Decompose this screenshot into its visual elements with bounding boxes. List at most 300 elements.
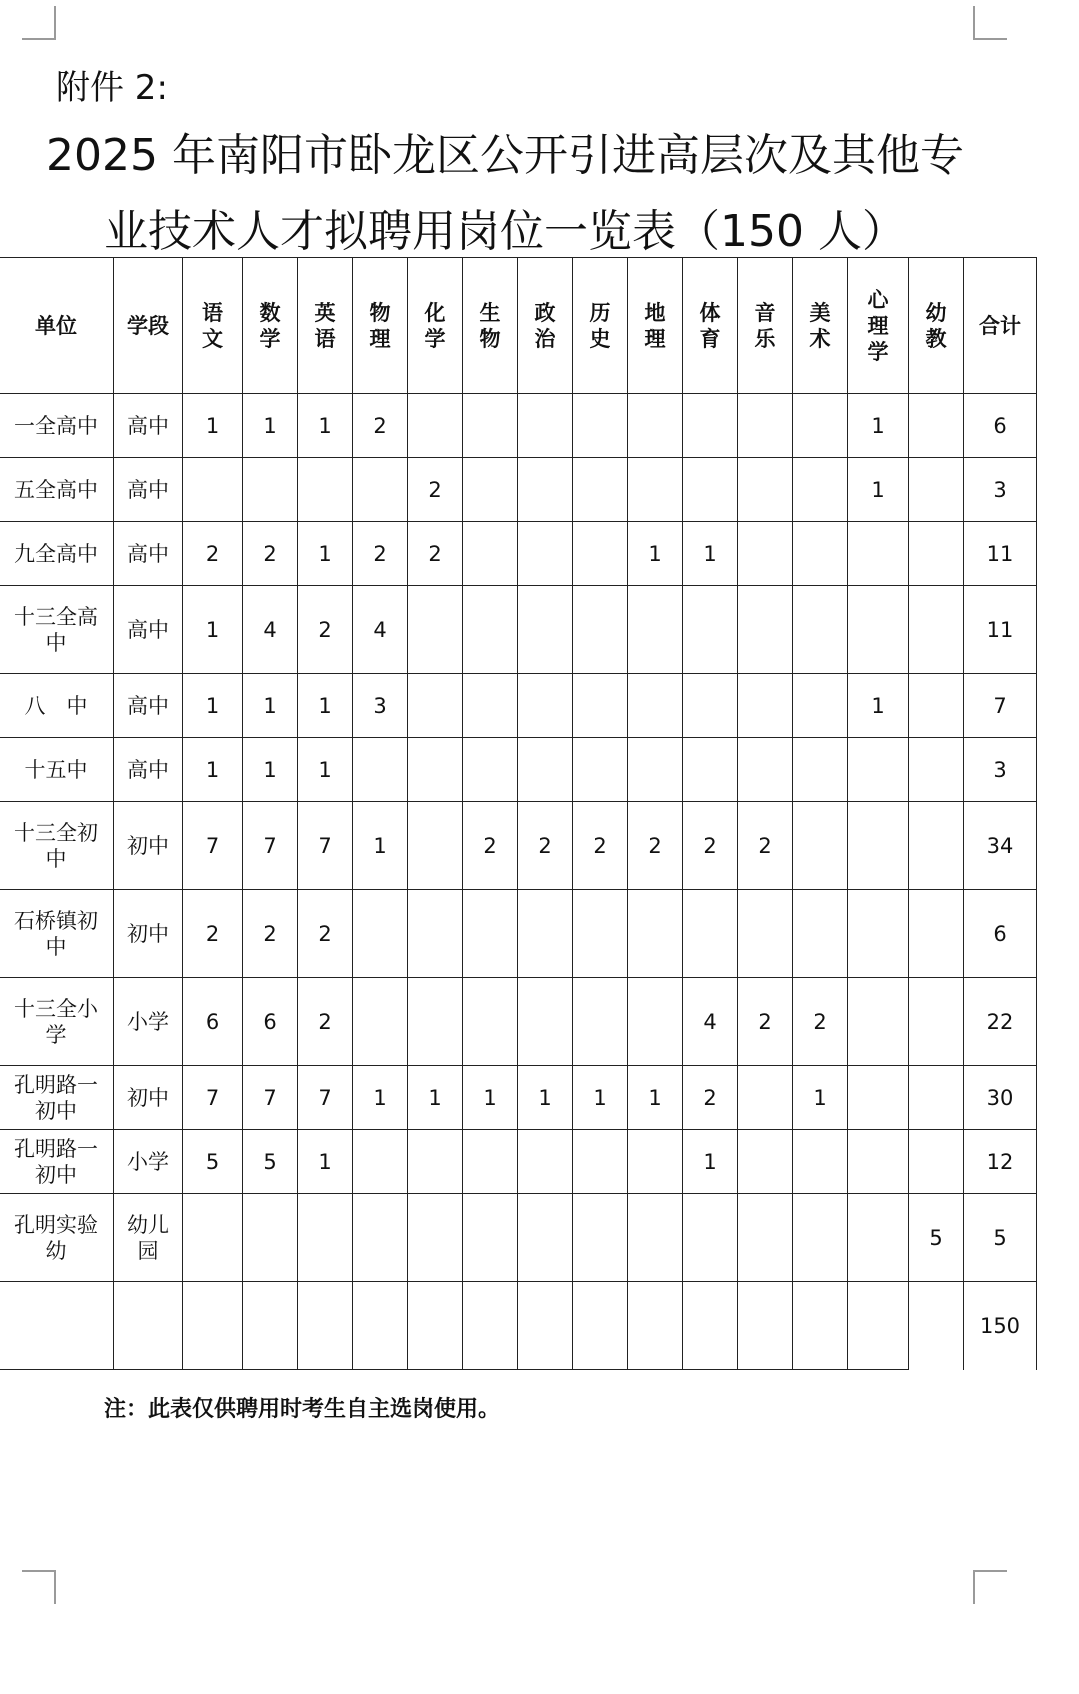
count-cell [463,522,518,586]
count-cell [408,586,463,674]
unit-name: 孔明实验幼 [14,1212,98,1263]
count-cell [573,1194,628,1282]
count-cell [573,522,628,586]
count-cell [353,978,408,1066]
count-cell [408,978,463,1066]
crop-mark-top-left [22,6,56,40]
count-cell [298,1194,353,1282]
count-cell: 1 [243,674,298,738]
count-cell: 2 [408,522,463,586]
column-header [0,258,114,394]
count-cell [628,674,683,738]
count-cell [909,802,964,890]
row-total-cell: 6 [964,890,1037,978]
row-total-cell: 12 [964,1130,1037,1194]
count-cell: 1 [298,1130,353,1194]
count-cell [738,586,793,674]
count-cell: 2 [793,978,848,1066]
row-total-cell: 30 [964,1066,1037,1130]
stage-cell [114,738,183,802]
count-cell [518,1194,573,1282]
stage-name: 初中 [127,921,169,946]
count-cell: 2 [353,394,408,458]
count-cell [909,1066,964,1130]
row-total-cell: 3 [964,458,1037,522]
table-row [0,738,1037,802]
count-cell [463,674,518,738]
grand-total-row [0,1282,1037,1370]
unit-name: 十三全高中 [14,604,98,655]
unit-cell [0,1066,114,1130]
count-cell [793,738,848,802]
count-cell [793,1194,848,1282]
stage-name: 初中 [127,833,169,858]
count-cell: 7 [298,802,353,890]
count-cell [683,738,738,802]
count-cell [243,1194,298,1282]
count-cell: 2 [298,978,353,1066]
column-header [738,258,793,394]
column-header [114,258,183,394]
empty-cell [573,1282,628,1370]
count-cell [353,1130,408,1194]
page-title [0,118,1010,270]
stage-name: 高中 [127,757,169,782]
count-cell: 5 [909,1194,964,1282]
count-cell [353,890,408,978]
count-cell [463,890,518,978]
empty-cell [408,1282,463,1370]
count-cell: 1 [243,738,298,802]
column-header [518,258,573,394]
stage-cell [114,802,183,890]
count-cell [573,738,628,802]
count-cell [793,394,848,458]
stage-name: 高中 [127,413,169,438]
count-cell: 1 [628,522,683,586]
count-cell: 1 [298,522,353,586]
count-cell: 1 [353,1066,408,1130]
count-cell [848,802,909,890]
count-cell: 1 [243,394,298,458]
unit-name: 孔明路一初中 [14,1072,98,1123]
empty-cell [0,1282,114,1370]
count-cell [738,458,793,522]
count-cell: 7 [243,1066,298,1130]
count-cell [683,674,738,738]
unit-cell [0,802,114,890]
stage-cell [114,1066,183,1130]
count-cell: 7 [183,1066,243,1130]
stage-cell [114,394,183,458]
table-row [0,674,1037,738]
column-header [183,258,243,394]
stage-cell [114,522,183,586]
count-cell [793,586,848,674]
stage-cell [114,1130,183,1194]
count-cell: 2 [243,890,298,978]
unit-name: 十五中 [24,757,88,782]
unit-cell [0,1130,114,1194]
count-cell [628,458,683,522]
crop-mark-bottom-left [22,1570,56,1604]
count-cell: 2 [683,1066,738,1130]
stage-cell [114,1194,183,1282]
empty-cell [909,1282,964,1370]
count-cell: 5 [243,1130,298,1194]
count-cell [573,394,628,458]
unit-name: 十三全初中 [14,820,98,871]
count-cell: 2 [408,458,463,522]
column-header-label: 语文 [202,300,223,351]
row-total-cell: 34 [964,802,1037,890]
count-cell: 1 [793,1066,848,1130]
stage-name: 高中 [127,693,169,718]
count-cell: 6 [243,978,298,1066]
stage-name: 小学 [127,1149,169,1174]
count-cell [793,1130,848,1194]
count-cell: 7 [298,1066,353,1130]
count-cell: 3 [353,674,408,738]
stage-name: 高中 [127,477,169,502]
count-cell: 2 [628,802,683,890]
empty-cell [518,1282,573,1370]
count-cell [848,890,909,978]
empty-cell [243,1282,298,1370]
count-cell: 1 [573,1066,628,1130]
crop-mark-bottom-right [973,1570,1007,1604]
column-header-label: 化学 [424,300,446,351]
count-cell [518,522,573,586]
count-cell [463,458,518,522]
unit-cell [0,522,114,586]
empty-cell [183,1282,243,1370]
empty-cell [114,1282,183,1370]
count-cell: 2 [183,522,243,586]
count-cell [518,674,573,738]
count-cell [738,1066,793,1130]
unit-name: 石桥镇初中 [14,908,98,959]
count-cell [909,978,964,1066]
stage-cell [114,458,183,522]
count-cell [628,394,683,458]
count-cell [243,458,298,522]
count-cell [298,458,353,522]
column-header [793,258,848,394]
column-header [353,258,408,394]
row-total-cell: 22 [964,978,1037,1066]
count-cell [793,522,848,586]
count-cell [909,522,964,586]
count-cell [683,394,738,458]
column-header [463,258,518,394]
count-cell [463,1130,518,1194]
count-cell [573,978,628,1066]
column-header-label: 幼教 [925,300,947,351]
count-cell [573,674,628,738]
column-header-label: 美术 [809,300,831,351]
unit-name: 十三全小学 [14,996,98,1047]
table-row [0,1194,1037,1282]
column-header [909,258,964,394]
table-row [0,1066,1037,1130]
count-cell [793,890,848,978]
table-note: 注：此表仅供聘用时考生自主选岗使用。 [104,1397,501,1422]
count-cell [738,522,793,586]
count-cell [738,738,793,802]
column-header [573,258,628,394]
count-cell: 1 [298,394,353,458]
count-cell: 1 [183,738,243,802]
count-cell [683,458,738,522]
count-cell [463,738,518,802]
count-cell [353,1194,408,1282]
stage-name: 高中 [127,541,169,566]
column-header-label: 学段 [127,313,169,338]
column-header-label: 历史 [589,300,611,351]
stage-name: 幼儿园 [127,1212,169,1263]
count-cell: 1 [298,674,353,738]
count-cell: 6 [183,978,243,1066]
table-row [0,586,1037,674]
count-cell [353,738,408,802]
count-cell [408,802,463,890]
table-row [0,394,1037,458]
unit-name: 八 中 [24,693,88,718]
column-header [683,258,738,394]
count-cell: 1 [408,1066,463,1130]
row-total-cell: 7 [964,674,1037,738]
count-cell: 1 [298,738,353,802]
count-cell [628,1194,683,1282]
row-total-cell: 6 [964,394,1037,458]
count-cell [909,890,964,978]
count-cell: 1 [848,394,909,458]
count-cell [683,586,738,674]
unit-cell [0,1194,114,1282]
table-row [0,1130,1037,1194]
count-cell [353,458,408,522]
count-cell [738,1130,793,1194]
table-row [0,458,1037,522]
count-cell [518,458,573,522]
count-cell: 5 [183,1130,243,1194]
count-cell: 1 [183,394,243,458]
count-cell [183,1194,243,1282]
table-row [0,890,1037,978]
unit-name: 孔明路一初中 [14,1136,98,1187]
count-cell [909,1130,964,1194]
column-header-label: 合计 [979,313,1021,338]
count-cell [738,1194,793,1282]
count-cell [909,738,964,802]
column-header-label: 生物 [479,300,501,351]
column-header-label: 数学 [259,300,281,351]
row-total-cell: 11 [964,522,1037,586]
count-cell [738,394,793,458]
count-cell [463,394,518,458]
empty-cell [738,1282,793,1370]
count-cell [463,1194,518,1282]
count-cell [848,586,909,674]
count-cell [518,978,573,1066]
count-cell [408,1130,463,1194]
stage-cell [114,890,183,978]
unit-cell [0,890,114,978]
count-cell: 2 [183,890,243,978]
row-total-cell: 3 [964,738,1037,802]
count-cell: 2 [518,802,573,890]
attachment-label: 附件 2: [56,68,168,108]
count-cell [573,890,628,978]
count-cell [848,522,909,586]
crop-mark-top-right [973,6,1007,40]
table-header-row [0,258,1037,394]
stage-name: 高中 [127,617,169,642]
count-cell [848,1130,909,1194]
count-cell [463,586,518,674]
count-cell [848,738,909,802]
count-cell [573,1130,628,1194]
unit-cell [0,394,114,458]
count-cell: 7 [243,802,298,890]
grand-total-value: 150 [964,1282,1037,1370]
count-cell: 4 [243,586,298,674]
column-header-label: 地理 [644,300,666,351]
stage-cell [114,978,183,1066]
empty-cell [628,1282,683,1370]
stage-cell [114,586,183,674]
count-cell: 1 [848,458,909,522]
count-cell [518,738,573,802]
table-row [0,522,1037,586]
count-cell [628,978,683,1066]
row-total-cell: 5 [964,1194,1037,1282]
column-header-label: 物理 [369,300,391,351]
count-cell: 1 [848,674,909,738]
column-header-label: 英语 [314,300,336,351]
count-cell [408,890,463,978]
column-header [243,258,298,394]
unit-cell [0,458,114,522]
table-row [0,802,1037,890]
count-cell [628,890,683,978]
unit-cell [0,586,114,674]
column-header-label: 心理学 [867,287,889,364]
count-cell [628,586,683,674]
count-cell [573,458,628,522]
count-cell [518,890,573,978]
column-header-label: 音乐 [754,300,776,351]
empty-cell [683,1282,738,1370]
stage-cell [114,674,183,738]
count-cell [909,458,964,522]
title-line-2: 业技术人才拟聘用岗位一览表（150 人） [104,206,906,257]
stage-name: 初中 [127,1085,169,1110]
count-cell [683,890,738,978]
column-header-label: 体育 [699,300,721,351]
count-cell [463,978,518,1066]
column-header-label: 政治 [534,300,556,351]
count-cell [408,674,463,738]
stage-name: 小学 [127,1009,169,1034]
count-cell: 1 [628,1066,683,1130]
column-header [298,258,353,394]
count-cell: 2 [683,802,738,890]
count-cell: 2 [298,586,353,674]
count-cell: 1 [463,1066,518,1130]
count-cell: 2 [573,802,628,890]
count-cell: 2 [463,802,518,890]
count-cell [793,458,848,522]
unit-cell [0,978,114,1066]
unit-name: 五全高中 [14,477,98,502]
count-cell [909,586,964,674]
empty-cell [848,1282,909,1370]
count-cell: 7 [183,802,243,890]
count-cell: 4 [353,586,408,674]
column-header [964,258,1037,394]
count-cell [848,978,909,1066]
unit-name: 九全高中 [14,541,98,566]
count-cell [183,458,243,522]
count-cell [573,586,628,674]
empty-cell [298,1282,353,1370]
column-header [848,258,909,394]
count-cell [628,1130,683,1194]
column-header-label: 单位 [35,313,77,338]
unit-cell [0,738,114,802]
count-cell [848,1194,909,1282]
count-cell: 2 [298,890,353,978]
count-cell [683,1194,738,1282]
count-cell [909,674,964,738]
count-cell [518,586,573,674]
count-cell [793,674,848,738]
unit-name: 一全高中 [14,413,98,438]
count-cell [738,890,793,978]
table-row [0,978,1037,1066]
count-cell [848,1066,909,1130]
count-cell [909,394,964,458]
column-header [408,258,463,394]
empty-cell [353,1282,408,1370]
count-cell: 2 [738,802,793,890]
count-cell: 1 [183,674,243,738]
empty-cell [463,1282,518,1370]
count-cell [518,1130,573,1194]
count-cell: 2 [243,522,298,586]
count-cell: 2 [738,978,793,1066]
empty-cell [793,1282,848,1370]
count-cell: 4 [683,978,738,1066]
unit-cell [0,674,114,738]
title-line-1: 2025 年南阳市卧龙区公开引进高层次及其他专 [46,130,964,181]
count-cell: 1 [518,1066,573,1130]
count-cell [408,1194,463,1282]
column-header [628,258,683,394]
count-cell [408,394,463,458]
row-total-cell: 11 [964,586,1037,674]
count-cell [628,738,683,802]
positions-table [0,257,1037,1370]
count-cell [738,674,793,738]
count-cell: 1 [683,522,738,586]
count-cell: 1 [683,1130,738,1194]
count-cell [408,738,463,802]
count-cell: 1 [183,586,243,674]
count-cell: 2 [353,522,408,586]
